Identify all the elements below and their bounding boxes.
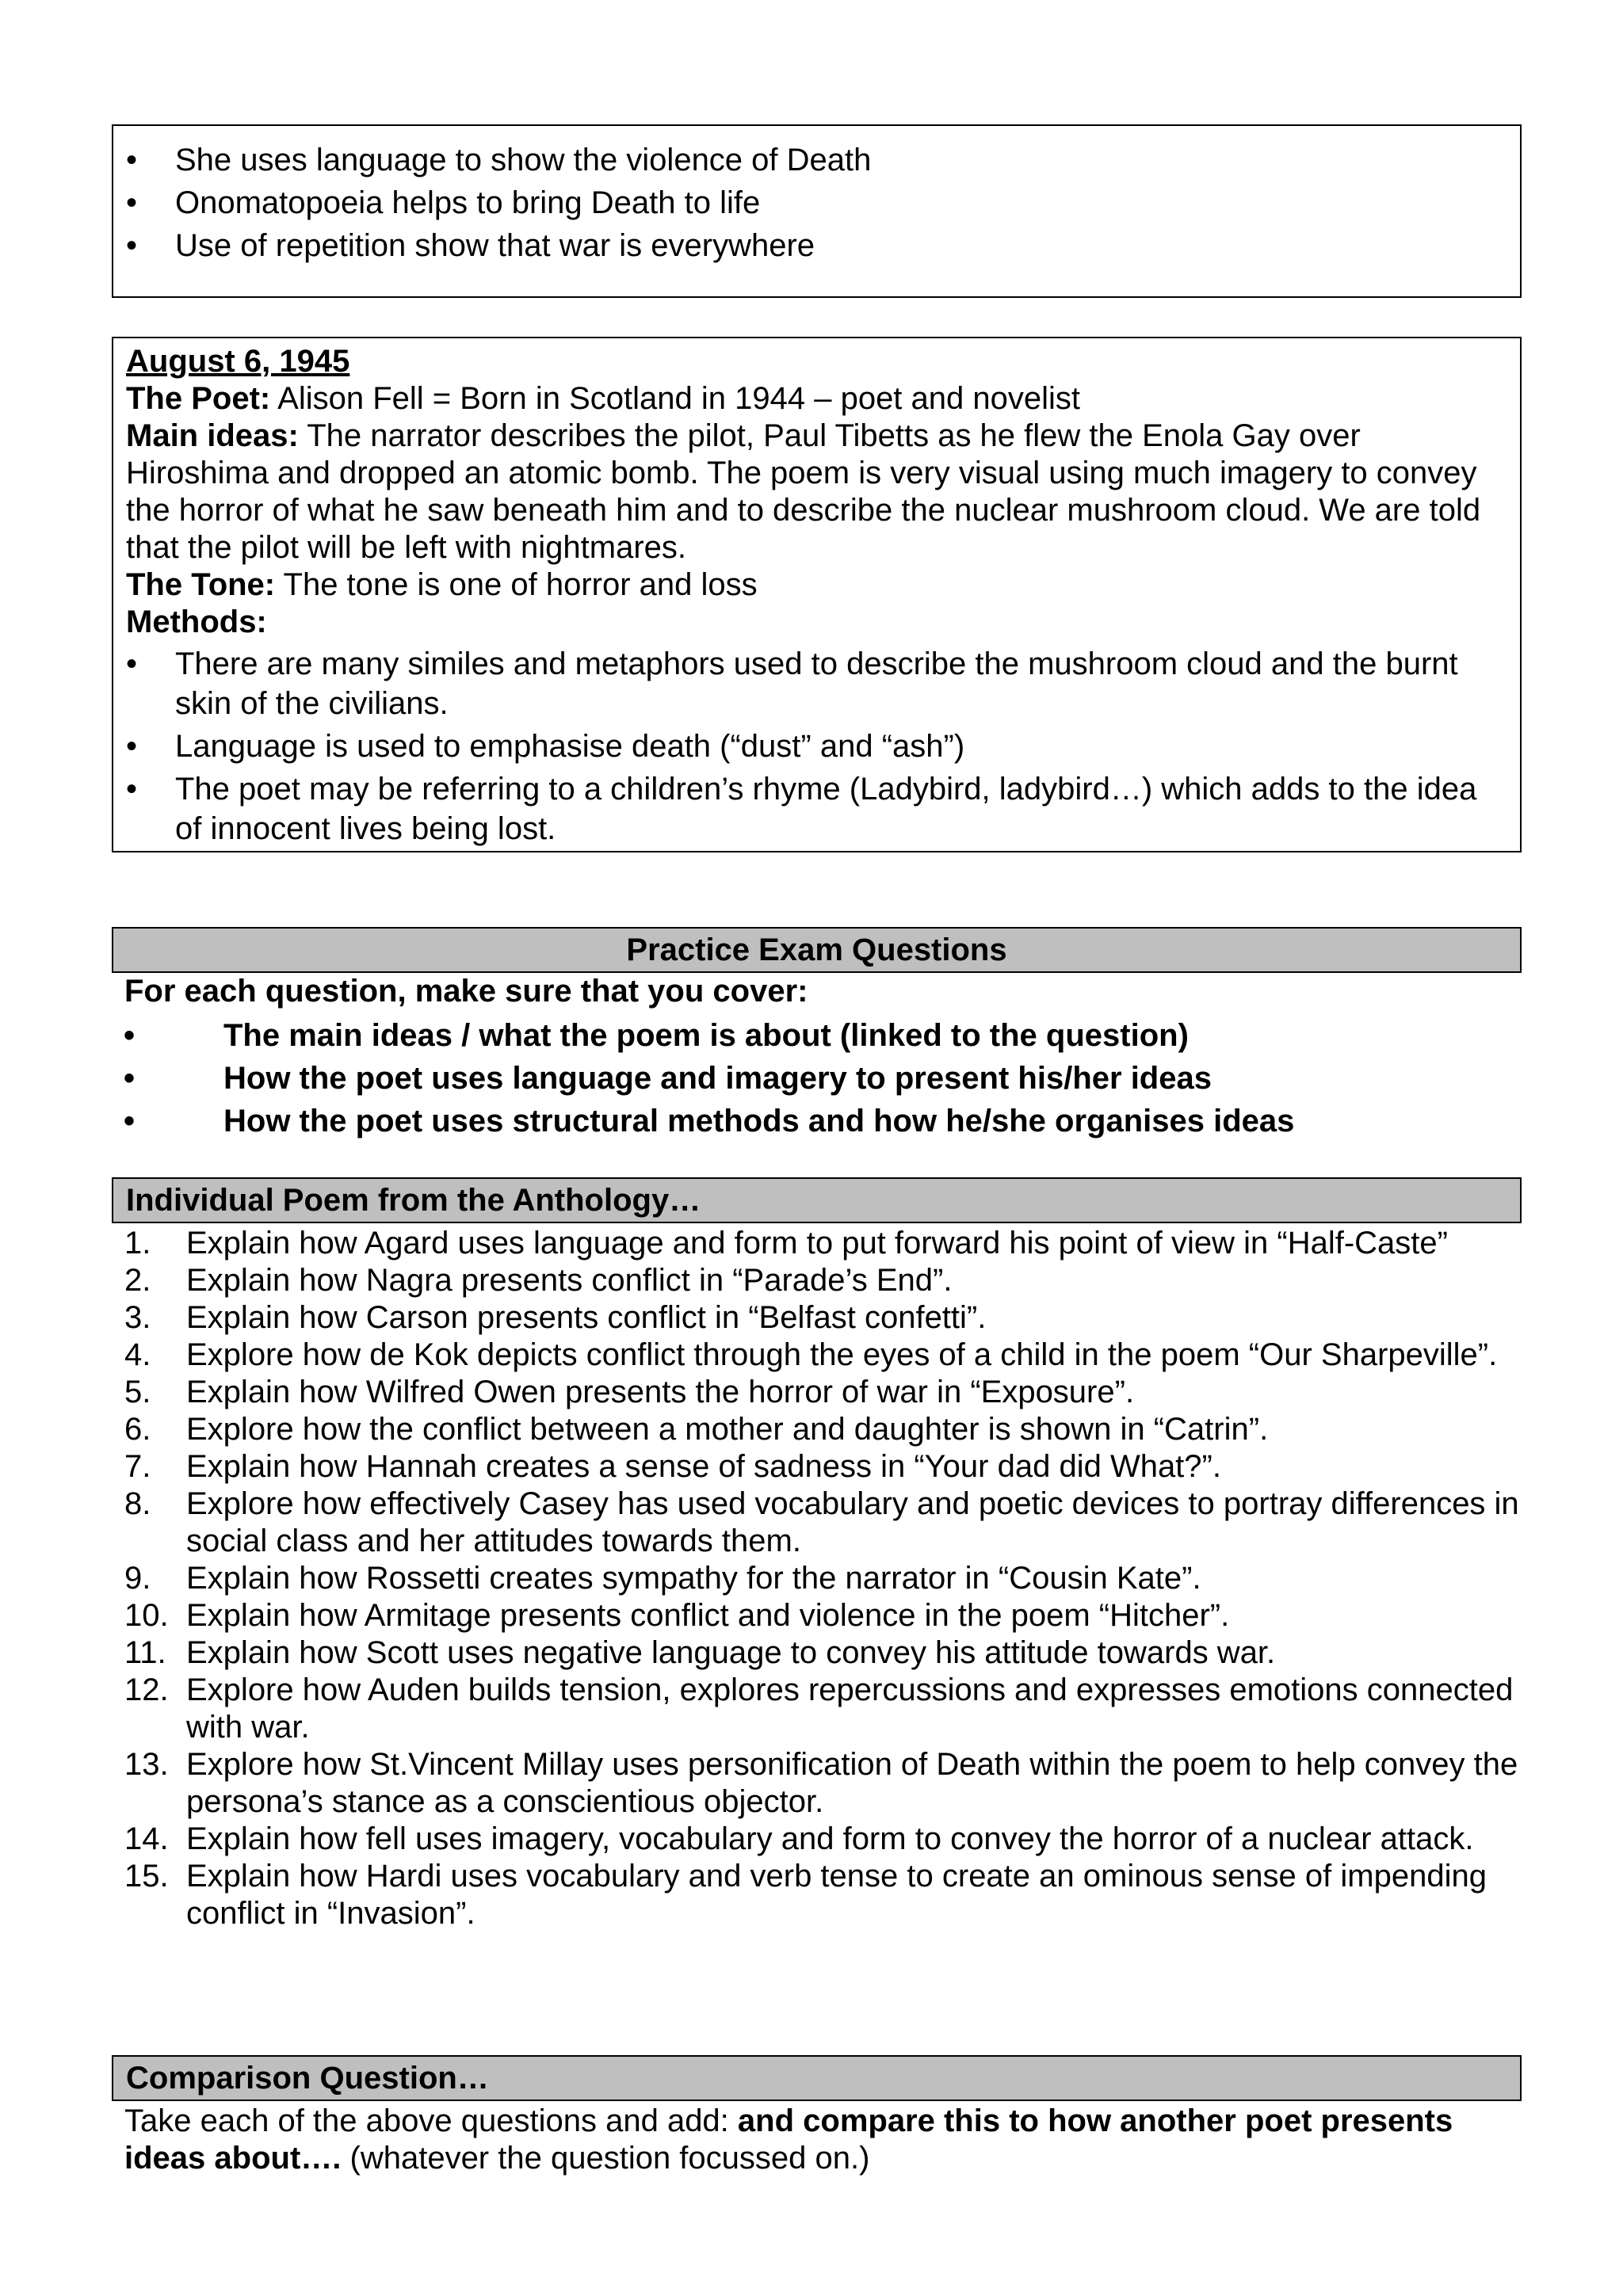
question-text: Explain how Wilfred Owen presents the horror of war in “Exposure”. xyxy=(186,1375,1135,1409)
question-number: 14. xyxy=(124,1821,169,1856)
question-item xyxy=(124,1486,1519,1560)
question-number: 4. xyxy=(124,1337,151,1372)
question-number: 6. xyxy=(124,1412,151,1447)
question-number: 9. xyxy=(124,1561,151,1596)
question-text: Explore how Auden builds tension, explores repercussions and expresses emotions connected with war. xyxy=(186,1672,1514,1745)
question-item xyxy=(124,1858,1519,1932)
question-number: 11. xyxy=(124,1635,166,1670)
practice-point: • The main ideas / what the poem is about (linked to the question) xyxy=(111,1014,1522,1057)
question-item xyxy=(124,1299,1519,1337)
question-text: Explain how Armitage presents conflict and violence in the poem “Hitcher”. xyxy=(186,1598,1230,1633)
method-item: • There are many similes and metaphors used to describe the mushroom cloud and the burnt skin of the civilians. xyxy=(113,644,1506,723)
question-text: Explore how de Kok depicts conflict through the eyes of a child in the poem “Our Sharpeville”. xyxy=(186,1337,1498,1372)
death-notes-box xyxy=(112,124,1522,298)
practice-intro: For each question, make sure that you cover: xyxy=(124,974,808,1009)
comparison-text xyxy=(124,2103,1519,2177)
question-text: Explain how Rossetti creates sympathy for the narrator in “Cousin Kate”. xyxy=(186,1561,1201,1596)
question-text: Explain how Agard uses language and form to put forward his point of view in “Half-Caste” xyxy=(186,1226,1448,1261)
main-ideas xyxy=(126,418,1506,566)
comparison-heading-bar xyxy=(112,2055,1522,2101)
question-item xyxy=(124,1634,1519,1672)
question-item xyxy=(124,1262,1519,1299)
practice-heading-bar xyxy=(112,927,1522,973)
practice-heading: Practice Exam Questions xyxy=(626,933,1007,967)
question-number: 15. xyxy=(124,1859,169,1894)
question-item xyxy=(124,1746,1519,1821)
method-item: • Language is used to emphasise death (“dust” and “ash”) xyxy=(113,727,1506,766)
individual-heading: Individual Poem from the Anthology… xyxy=(126,1183,701,1218)
question-item xyxy=(124,1337,1519,1374)
question-text: Explain how Carson presents conflict in “Belfast confetti”. xyxy=(186,1300,987,1335)
practice-points xyxy=(111,1014,1522,1142)
question-item xyxy=(124,1448,1519,1486)
bullet-item: • Onomatopoeia helps to bring Death to life xyxy=(113,181,1520,224)
question-number: 13. xyxy=(124,1747,169,1782)
question-number: 10. xyxy=(124,1598,169,1633)
comparison-text-start: Take each of the above questions and add: xyxy=(124,2103,738,2138)
poem-summary-box xyxy=(112,337,1522,852)
tone-label: The Tone: xyxy=(126,567,276,602)
tone-line xyxy=(126,566,1506,604)
comparison-text-bold: and compare this to how another poet presents ideas about…. xyxy=(124,2103,1453,2176)
question-text: Explain how Nagra presents conflict in “Parade’s End”. xyxy=(186,1263,953,1298)
question-number: 5. xyxy=(124,1375,151,1409)
death-notes-list xyxy=(113,139,1520,267)
question-number: 7. xyxy=(124,1449,151,1484)
comparison-text-end: (whatever the question focussed on.) xyxy=(341,2141,870,2176)
practice-point: • How the poet uses language and imagery to present his/her ideas xyxy=(111,1057,1522,1100)
question-text: Explore how St.Vincent Millay uses personification of Death within the poem to help convey the persona’s stance as a conscientious objector. xyxy=(186,1747,1518,1819)
question-text: Explain how Scott uses negative language to convey his attitude towards war. xyxy=(186,1635,1276,1670)
question-number: 1. xyxy=(124,1226,151,1261)
question-text: Explain how Hannah creates a sense of sadness in “Your dad did What?”. xyxy=(186,1449,1221,1484)
question-item xyxy=(124,1374,1519,1411)
question-item xyxy=(124,1672,1519,1746)
practice-point: • How the poet uses structural methods and how he/she organises ideas xyxy=(111,1100,1522,1142)
question-list xyxy=(124,1225,1519,1932)
bullet-item: • She uses language to show the violence of Death xyxy=(113,139,1520,181)
poem-title: August 6, 1945 xyxy=(126,344,350,379)
poet-label: The Poet: xyxy=(126,381,271,416)
question-text: Explain how Hardi uses vocabulary and verb tense to create an ominous sense of impending conflict in “Invasion”. xyxy=(186,1859,1487,1931)
question-text: Explore how the conflict between a mother and daughter is shown in “Catrin”. xyxy=(186,1412,1269,1447)
poet-line xyxy=(126,380,1506,418)
question-text: Explore how effectively Casey has used vocabulary and poetic devices to portray differences in social class and her attitudes towards them. xyxy=(186,1486,1519,1558)
main-ideas-text: The narrator describes the pilot, Paul Tibetts as he flew the Enola Gay over Hiroshima and dropped an atomic bomb. The poem is very visual using much imagery to convey the horror of what he saw beneath him and to describe the nuclear mushroom cloud. We are told that the pilot will be left with nightmares. xyxy=(126,418,1481,565)
main-ideas-label: Main ideas: xyxy=(126,418,299,453)
question-item xyxy=(124,1597,1519,1634)
question-number: 3. xyxy=(124,1300,151,1335)
question-number: 8. xyxy=(124,1486,151,1521)
method-item: • The poet may be referring to a children’s rhyme (Ladybird, ladybird…) which adds to the idea of innocent lives being lost. xyxy=(113,769,1506,849)
question-text: Explain how fell uses imagery, vocabulary and form to convey the horror of a nuclear attack. xyxy=(186,1821,1474,1856)
question-item xyxy=(124,1821,1519,1858)
question-number: 2. xyxy=(124,1263,151,1298)
question-item xyxy=(124,1560,1519,1597)
poet-text: Alison Fell = Born in Scotland in 1944 – poet and novelist xyxy=(270,381,1081,416)
bullet-item: • Use of repetition show that war is everywhere xyxy=(113,224,1520,267)
question-number: 12. xyxy=(124,1672,169,1707)
methods-list xyxy=(113,644,1506,849)
tone-text: The tone is one of horror and loss xyxy=(275,567,758,602)
question-item xyxy=(124,1225,1519,1262)
comparison-heading: Comparison Question… xyxy=(126,2061,489,2096)
question-item xyxy=(124,1411,1519,1448)
individual-heading-bar xyxy=(112,1177,1522,1223)
methods-label: Methods: xyxy=(126,605,267,639)
